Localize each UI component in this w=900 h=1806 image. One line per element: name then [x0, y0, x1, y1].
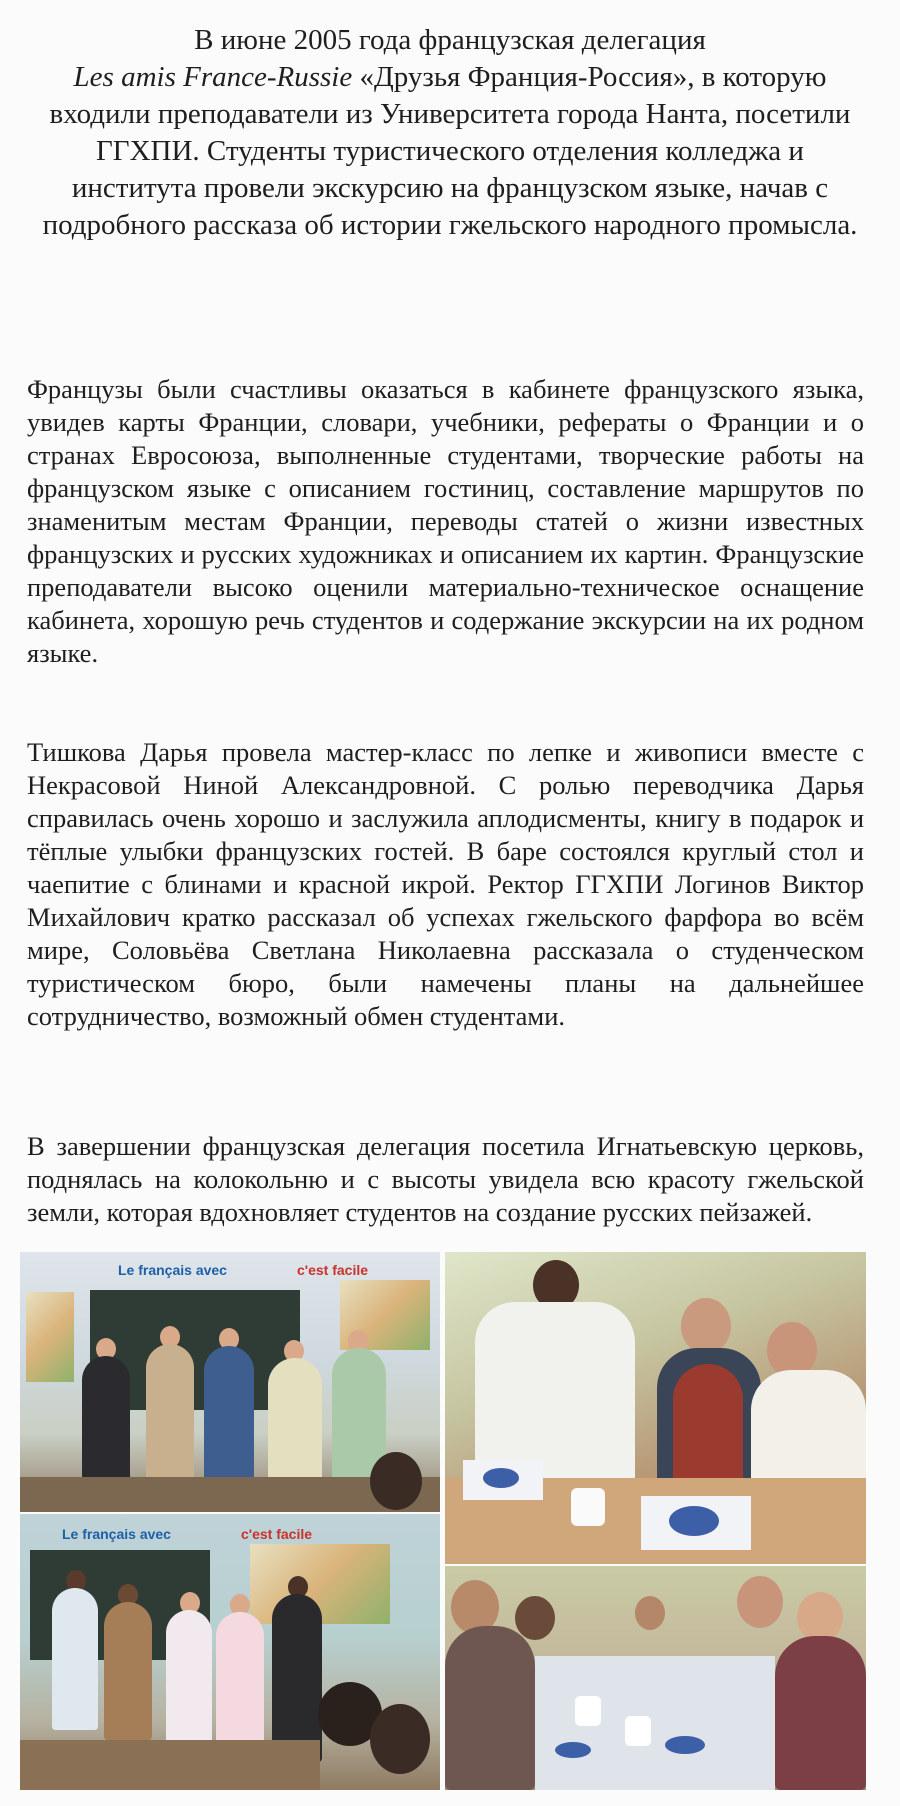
banner-text-right: c'est facile: [296, 1262, 369, 1278]
photo-classroom-students: [20, 1252, 440, 1512]
intro-rest: «Друзья Франция-Россия», в которую входили преподаватели из Университета города Нанта, посетили ГГХПИ. Студенты туристического отделения колледжа и института провели экскурсию на французском языке, начав с подробного рассказа об истории гжельского народного промысла.: [42, 61, 858, 241]
student-figure: [272, 1594, 322, 1762]
photo-classroom-group: [20, 1514, 440, 1790]
photo-masterclass-painting: [445, 1252, 866, 1564]
blue-painting: [669, 1506, 719, 1536]
student-figure: [52, 1588, 98, 1730]
desk: [20, 1740, 320, 1790]
student-figure: [166, 1610, 212, 1760]
cup: [575, 1696, 601, 1726]
blue-painting: [555, 1742, 591, 1758]
guest-figure: [775, 1636, 866, 1790]
instructor-figure: [475, 1302, 635, 1482]
photo-collage: [20, 1252, 866, 1790]
student-figure: [104, 1602, 152, 1740]
intro-heading: [40, 22, 860, 244]
guest-figure: [445, 1626, 535, 1790]
student-figure: [204, 1346, 254, 1486]
intro-italic-title: Les amis France-Russie: [73, 61, 353, 93]
banner-text-left: Le français avec: [118, 1262, 227, 1278]
paragraph-masterclass: Тишкова Дарья провела мастер-класс по лепке и живописи вместе с Некрасовой Ниной Александровной. С ролью переводчика Дарья справилась очень хорошо и заслужила аплодисменты, книгу в подарок и тёплые улыбки французских гостей. В баре состоялся круглый стол и чаепитие с блинами и красной икрой. Ректор ГГХПИ Логинов Виктор Михайлович кратко рассказал об успехах гжельского фарфора во всём мире, Соловьёва Светлана Николаевна рассказала о студенческом туристическом бюро, были намечены планы на дальнейшее сотрудничество, возможный обмен студентами.: [27, 736, 864, 1031]
guest-head: [737, 1576, 783, 1628]
student-figure: [82, 1356, 130, 1482]
blue-painting: [483, 1468, 519, 1488]
apron: [673, 1364, 743, 1484]
classroom-banner: [62, 1526, 312, 1542]
banner-text-right: c'est facile: [240, 1526, 313, 1542]
student-figure: [146, 1344, 194, 1482]
guest-head: [797, 1592, 843, 1642]
audience-head: [370, 1452, 422, 1510]
cup: [625, 1716, 651, 1746]
banner-text-left: Le français avec: [62, 1526, 171, 1542]
wall-map: [26, 1292, 74, 1382]
classroom-banner: [118, 1262, 368, 1278]
paragraph-classroom: Французы были счастливы оказаться в кабинете французского языка, увидев карты Франции, словари, учебники, рефераты о Франции и о странах Евросоюза, выполненные студентами, творческие работы на французском языке с описанием гостиниц, составление маршрутов по знаменитым местам Франции, переводы статей о жизни известных французских и русских художниках и описанием их картин. Французские преподаватели высоко оценили материально-техническое оснащение кабинета, хорошую речь студентов и содержание экскурсии на их родном языке.: [27, 373, 864, 668]
audience-head: [370, 1704, 430, 1774]
table-cloth: [535, 1656, 775, 1790]
intro-line1: В июне 2005 года французская делегация: [194, 24, 706, 56]
photo-round-table: [445, 1566, 866, 1790]
blue-painting: [665, 1736, 705, 1754]
guest-head: [681, 1298, 731, 1354]
paragraph-church: В завершении французская делегация посетила Игнатьевскую церковь, поднялась на колокольню и с высоты увидела всю красоту гжельской земли, которая вдохновляет студентов на создание русских пейзажей.: [27, 1130, 864, 1227]
student-figure: [268, 1358, 322, 1486]
cup: [571, 1488, 605, 1526]
